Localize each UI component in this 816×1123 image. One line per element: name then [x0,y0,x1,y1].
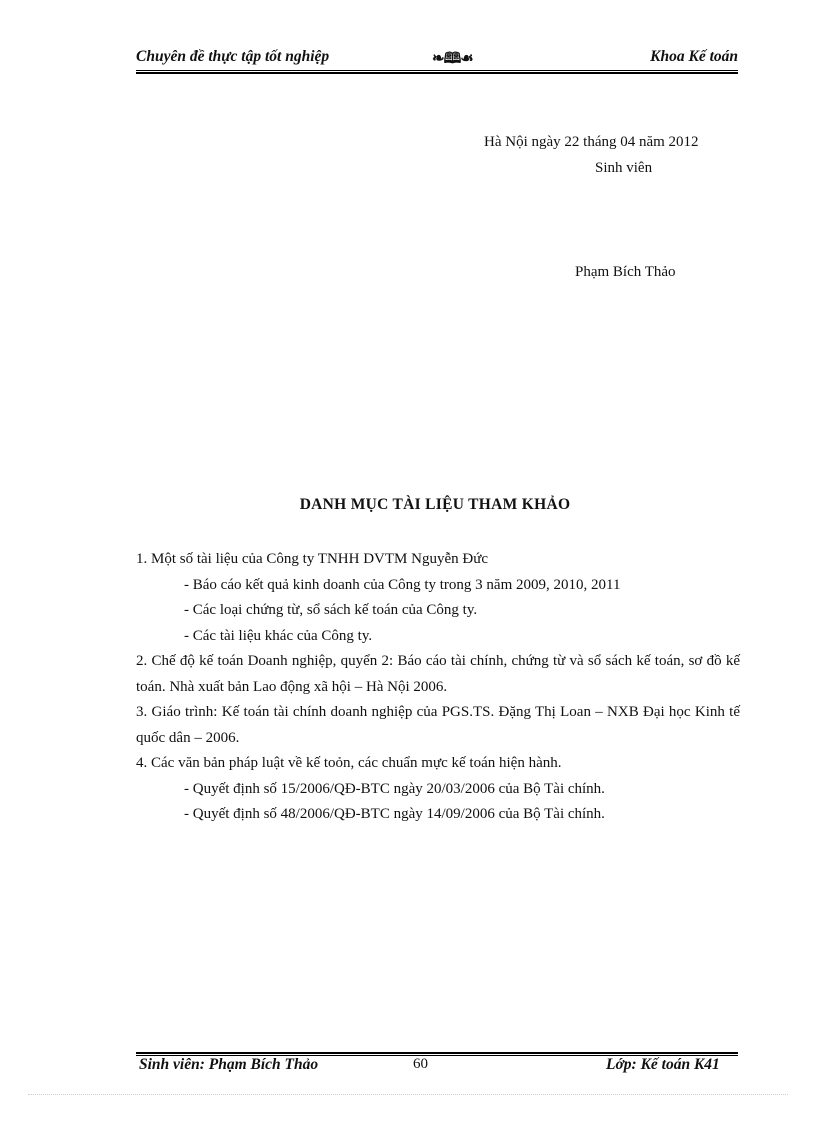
reference-subitem: - Các loại chứng từ, sổ sách kế toán của Công ty. [184,602,478,618]
footer-student: Sinh viên: Phạm Bích Thảo [139,1056,319,1073]
reference-subitem: - Báo cáo kết quả kinh doanh của Công ty trong 3 năm 2009, 2010, 2011 [184,576,621,593]
header-department: Khoa Kế toán [650,48,738,65]
reference-item: 1. Một số tài liệu của Công ty TNHH DVTM Nguyễn Đức [136,551,488,567]
footer-class: Lớp: Kế toán K41 [606,1056,720,1073]
references-list [136,547,740,828]
reference-subitem: - Quyết định số 48/2006/QĐ-BTC ngày 14/09/2006 của Bộ Tài chính. [184,806,605,822]
page-edge-divider [28,1094,788,1095]
reference-item: 3. Giáo trình: Kế toán tài chính doanh nghiệp của PGS.TS. Đặng Thị Loan – NXB Đại học Kinh tế quốc dân – 2006. [136,704,740,746]
reference-item: 4. Các văn bản pháp luật về kế toỏn, các chuẩn mực kế toán hiện hành. [136,755,562,771]
book-ornament-icon: ❧🕮☙ [432,51,473,67]
page-number: 60 [413,1056,428,1072]
reference-subitem: - Các tài liệu khác của Công ty. [184,627,373,644]
page-header [136,48,738,70]
signature-role: Sinh viên [595,160,653,176]
header-rule [136,70,738,74]
signature-name: Phạm Bích Thảo [575,264,676,280]
references-title: DANH MỤC TÀI LIỆU THAM KHẢO [299,496,571,513]
reference-subitem: - Quyết định số 15/2006/QĐ-BTC ngày 20/03/2006 của Bộ Tài chính. [184,780,605,797]
reference-item: 2. Chế độ kế toán Doanh nghiệp, quyển 2: Báo cáo tài chính, chứng từ và sổ sách kế toán, sơ đồ kế toán. Nhà xuất bản Lao động xã hội – Hà Nội 2006. [136,653,740,695]
signature-date: Hà Nội ngày 22 tháng 04 năm 2012 [484,134,699,150]
header-title: Chuyên đề thực tập tốt nghiệp [136,48,330,65]
